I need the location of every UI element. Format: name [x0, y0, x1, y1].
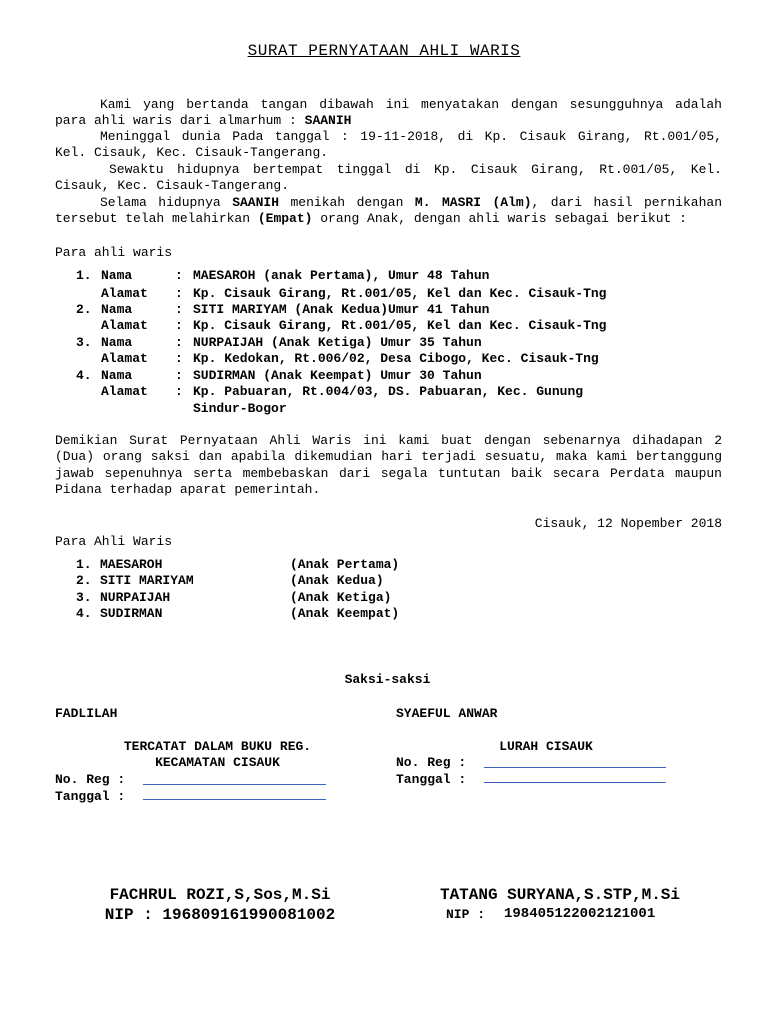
colon: : [175, 351, 183, 366]
colon: : [175, 368, 183, 383]
signer-number: 1. [76, 557, 92, 572]
marriage-text-c: , dari hasil pernikahan tersebut telah melahirkan [55, 195, 722, 227]
place-date: Cisauk, 12 Nopember 2018 [534, 516, 722, 531]
colon: : [175, 318, 183, 333]
marriage-text-d: orang Anak, dengan ahli waris sebagai berikut : [312, 211, 687, 227]
heir-address: Kp. Cisauk Girang, Rt.001/05, Kel dan Kec. Cisauk-Tng [193, 286, 607, 301]
address-label: Alamat [101, 351, 148, 366]
official-left-name: FACHRUL ROZI,S,Sos,M.Si [109, 886, 331, 904]
death-text: Meninggal dunia Pada tanggal : 19-11-2018, di Kp. Cisauk Girang, Rt.001/05, Kel. Cisauk, Kec. Cisauk-Tangerang. [55, 129, 722, 161]
witness-left-name: FADLILAH [55, 706, 118, 721]
colon: : [175, 335, 183, 350]
reg-left-date-label: Tanggal : [55, 789, 126, 804]
signer-number: 3. [76, 590, 92, 605]
official-left-nip: NIP : 196809161990081002 [104, 906, 336, 924]
marriage-text-b: menikah dengan [279, 195, 415, 210]
colon: : [175, 384, 183, 399]
name-label: Nama [101, 368, 133, 383]
heir-number: 2. [76, 302, 92, 317]
heir-name: SITI MARIYAM (Anak Kedua)Umur 41 Tahun [193, 302, 490, 317]
reg-left-no-label: No. Reg : [55, 772, 126, 787]
heir-number: 3. [76, 335, 92, 350]
reg-right-no-label: No. Reg : [396, 755, 467, 770]
reg-left-no-line [143, 784, 326, 785]
heirs-intro: Para ahli waris [55, 245, 173, 260]
reg-right-date-label: Tanggal : [396, 772, 467, 787]
reg-left-line2: KECAMATAN CISAUK [155, 755, 280, 770]
signer-name: MAESAROH [100, 557, 163, 572]
heir-address: Kp. Kedokan, Rt.006/02, Desa Cibogo, Kec. Cisauk-Tng [193, 351, 599, 366]
children-count: (Empat) [257, 211, 313, 227]
deceased-name-2: SAANIH [232, 195, 280, 210]
official-right-nip: 198405122002121001 [504, 906, 656, 922]
signer-number: 4. [76, 606, 92, 621]
signers-title: Para Ahli Waris [55, 534, 173, 549]
address-label: Alamat [101, 286, 148, 301]
reg-left-line1: TERCATAT DALAM BUKU REG. [123, 739, 312, 754]
death-paragraph [55, 129, 722, 162]
residence-paragraph [55, 162, 722, 195]
heir-number: 4. [76, 368, 92, 383]
signer-number: 2. [76, 573, 92, 588]
name-label: Nama [101, 335, 133, 350]
heir-address: Kp. Cisauk Girang, Rt.001/05, Kel dan Kec. Cisauk-Tng [193, 318, 607, 333]
reg-right-no-line [484, 767, 666, 768]
signer-name: SITI MARIYAM [100, 573, 194, 588]
name-label: Nama [101, 268, 133, 283]
opening-paragraph [55, 97, 722, 130]
heir-name: MAESAROH (anak Pertama), Umur 48 Tahun [193, 268, 490, 283]
deceased-name: SAANIH [304, 113, 352, 129]
signer-relation: (Anak Ketiga) [290, 590, 392, 605]
name-label: Nama [101, 302, 133, 317]
signer-name: SUDIRMAN [100, 606, 163, 621]
opening-text: Kami yang bertanda tangan dibawah ini menyatakan dengan sesungguhnya adalah para ahli waris dari almarhum : [55, 97, 722, 129]
address-label: Alamat [101, 384, 148, 399]
reg-left-date-line [143, 799, 326, 800]
marriage-text-a: Selama hidupnya [100, 195, 233, 210]
signer-relation: (Anak Pertama) [290, 557, 400, 572]
colon: : [175, 302, 183, 317]
heir-name: NURPAIJAH (Anak Ketiga) Umur 35 Tahun [193, 335, 482, 350]
marriage-paragraph [55, 195, 722, 228]
heir-address: Kp. Pabuaran, Rt.004/03, DS. Pabuaran, Kec. Gunung [193, 384, 584, 399]
reg-right-date-line [484, 782, 666, 783]
heir-address-continued: Sindur-Bogor [193, 401, 287, 416]
residence-text: Sewaktu hidupnya bertempat tinggal di Kp. Cisauk Girang, Rt.001/05, Kel. Cisauk, Kec. Cisauk-Tangerang. [55, 162, 722, 194]
document-title: SURAT PERNYATAAN AHLI WARIS [247, 42, 521, 60]
heir-number: 1. [76, 268, 92, 283]
closing-paragraph: Demikian Surat Pernyataan Ahli Waris ini kami buat dengan sebenarnya dihadapan 2 (Dua) orang saksi dan apabila dikemudian hari terjadi sesuatu, maka kami bertanggung jawab sepenuhnya serta membebaskan dari segala tuntutan baik secara Perdata maupun Pidana terhadap aparat pemerintah. [55, 433, 722, 498]
witness-right-name: SYAEFUL ANWAR [396, 706, 498, 721]
signer-relation: (Anak Kedua) [290, 573, 384, 588]
signer-name: NURPAIJAH [100, 590, 171, 605]
colon: : [175, 268, 183, 283]
official-right-nip-label: NIP : [446, 907, 486, 922]
witness-title: Saksi-saksi [344, 672, 431, 687]
signer-relation: (Anak Keempat) [290, 606, 400, 621]
official-right-name: TATANG SURYANA,S.STP,M.Si [439, 886, 681, 904]
colon: : [175, 286, 183, 301]
spouse-name: M. MASRI (Alm) [414, 195, 532, 210]
heir-name: SUDIRMAN (Anak Keempat) Umur 30 Tahun [193, 368, 482, 383]
reg-right-line1: LURAH CISAUK [499, 739, 593, 754]
address-label: Alamat [101, 318, 148, 333]
